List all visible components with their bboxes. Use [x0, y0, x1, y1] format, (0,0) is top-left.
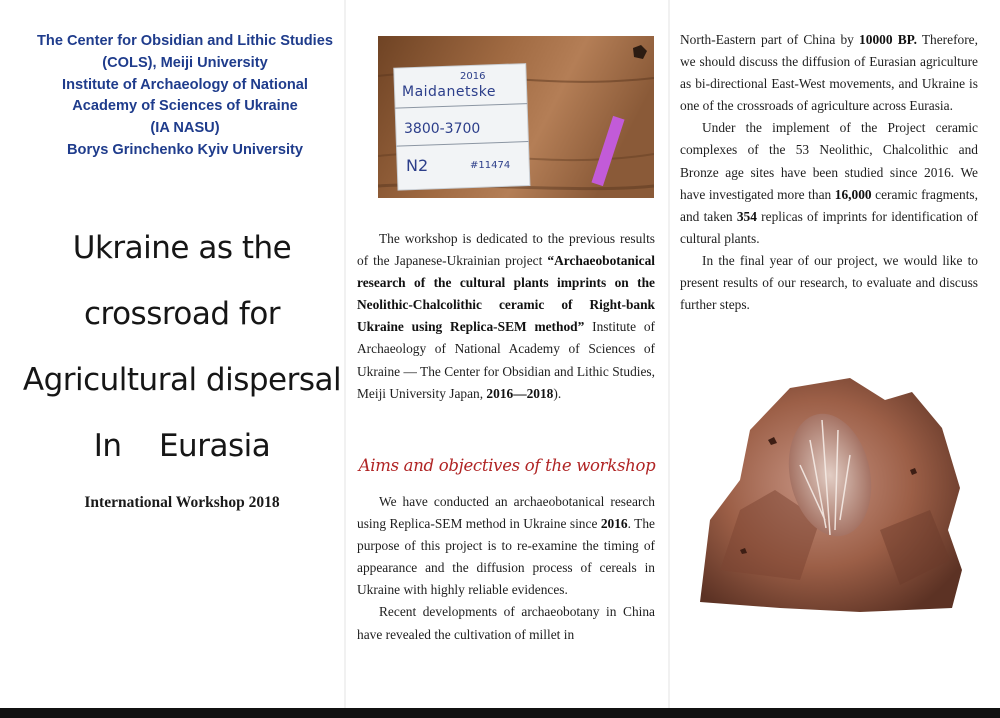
continued-text: [680, 29, 978, 316]
col3-p1-a: North-Eastern part of China by: [680, 32, 860, 47]
institution-line: Academy of Sciences of Ukraine: [72, 98, 298, 115]
col3-p3: In the final year of our project, we would like to present results of our research, to evaluate and discuss further steps.: [680, 252, 978, 313]
col3-p2-c: replicas of imprints for identification of cultural plants.: [680, 208, 978, 246]
ceramic-imprint-photo: [680, 370, 976, 615]
title-line: crossroad for: [83, 296, 281, 332]
label-year: 2016: [460, 71, 486, 82]
aims-p1-b: . The purpose of this project is to re-examine the timing of appearance and the diffusion process of cereals in Ukraine with highly reliable evidences.: [357, 516, 655, 598]
panel-fold: [668, 0, 670, 708]
aims-text: [357, 491, 655, 646]
aims-p2: Recent developments of archaeobotany in China have revealed the cultivation of millet in: [357, 604, 655, 642]
institution-line: Institute of Archaeology of National: [62, 76, 308, 93]
fragments-count: 16,000: [834, 186, 872, 202]
project-years: 2016—2018: [486, 385, 554, 401]
intro-after-title: Institute of Archaeology of National Academy of Sciences of Ukraine — The Center for Obsidian and Lithic Studies, Meiji University Japan,: [357, 319, 655, 401]
institution-line: Borys Grinchenko Kyiv University: [66, 141, 303, 158]
col3-p1-b: Therefore, we should discuss the diffusion of Eurasian agriculture as bi-directional East-West movements, and Ukraine is one of the crossroads of agriculture across Eurasia.: [680, 32, 978, 114]
bottom-edge: [0, 708, 1000, 718]
intro-end: ).: [553, 385, 562, 401]
project-title: “Archaeobotanical research of the cultural plants imprints on the Neolithic-Chalcolithic ceramic of Right-bank Ukraine using Replica-SEM method”: [357, 253, 655, 335]
label-code: #11474: [470, 160, 511, 171]
aims-p1-a: We have conducted an archaeobotanical research using Replica-SEM method in Ukraine since: [357, 494, 655, 532]
label-site: Maidanetske: [402, 84, 497, 100]
title-line: Agricultural dispersal: [22, 362, 342, 398]
label-date: 3800-3700: [404, 121, 481, 137]
replicas-count: 354: [736, 208, 757, 224]
institution-line: (COLS), Meiji University: [102, 54, 268, 71]
institutions-header: [30, 31, 340, 162]
col3-p2-b: ceramic fragments, and taken: [680, 186, 978, 224]
intro-paragraph: [357, 228, 655, 405]
title-line: Ukraine as the: [72, 230, 292, 266]
col3-p2-a: Under the implement of the Project ceramic complexes of the 53 Neolithic, Chalcolithic and Bronze age sites have been studied since 2016. We have investigated more than: [680, 120, 978, 202]
intro-lead: The workshop is dedicated to the previous results of the Japanese-Ukrainian project: [357, 231, 655, 269]
workshop-title: [12, 215, 352, 479]
millet-date: 10000 BP.: [859, 32, 917, 47]
institution-line: (IA NASU): [150, 120, 220, 137]
institution-line: The Center for Obsidian and Lithic Studies: [37, 33, 333, 49]
workshop-subtitle: International Workshop 2018: [84, 494, 280, 511]
label-number: N2: [406, 156, 429, 175]
title-line: In Eurasia: [93, 428, 271, 464]
sample-label-photo: [378, 36, 654, 198]
aims-heading: Aims and objectives of the workshop: [358, 456, 656, 475]
aims-year: 2016: [600, 516, 628, 532]
